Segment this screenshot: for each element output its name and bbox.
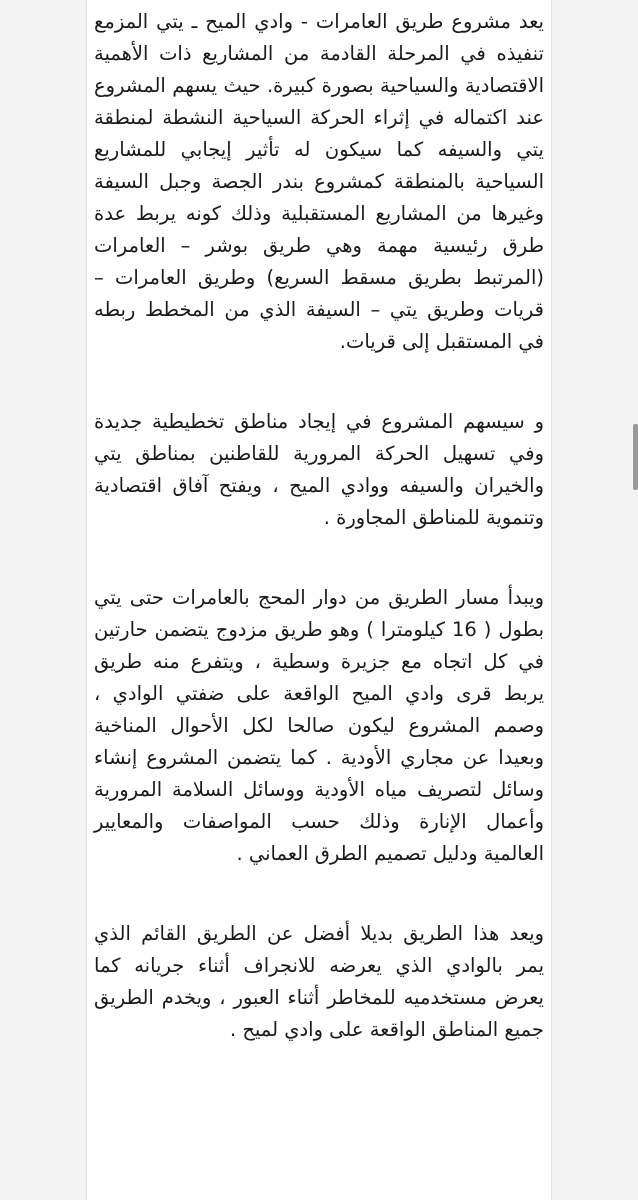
scrollbar-thumb[interactable] — [633, 424, 638, 490]
article-body — [94, 6, 544, 1094]
paragraph-4: ويعد هذا الطريق بديلا أفضل عن الطريق القائم الذي يمر بالوادي الذي يعرضه للانجراف أثناء جريانه كما يعرض مستخدميه للمخاطر أثناء العبور ، ويخدم الطريق جميع المناطق الواقعة على وادي لميح . — [94, 922, 544, 1041]
paragraph-2: و سيسهم المشروع في إيجاد مناطق تخطيطية جديدة وفي تسهيل الحركة المرورية للقاطنين بمناطق يتي والخيران والسيفه ووادي الميح ، ويفتح آفاق اقتصادية وتنموية للمناطق المجاورة . — [94, 410, 544, 529]
paragraph-1: يعد مشروع طريق العامرات - وادي الميح ـ يتي المزمع تنفيذه في المرحلة القادمة من المشاريع ذات الأهمية الاقتصادية والسياحية بصورة كبيرة. حيث يسهم المشروع عند اكتماله في إثراء الحركة السياحية النشطة لمنطقة يتي والسيفه كما سيكون له تأثير إيجابي للمشاريع السياحية بالمنطقة كمشروع بندر الجصة وجبل السيفة وغيرها من المشاريع المستقبلية وذلك كونه يربط عدة طرق رئيسية مهمة وهي طريق بوشر – العامرات (المرتبط بطريق مسقط السريع) وطريق العامرات – قريات وطريق يتي – السيفة الذي من المخطط ربطه في المستقبل إلى قريات. — [94, 10, 544, 353]
paragraph-3: ويبدأ مسار الطريق من دوار المحج بالعامرات حتى يتي بطول ( 16 كيلومترا ) وهو طريق مزدوج يتضمن حارتين في كل اتجاه مع جزيرة وسطية ، ويتفرع منه طريق يربط قرى وادي الميح الواقعة على ضفتي الوادي ، وصمم المشروع ليكون صالحا لكل الأحوال المناخية وبعيدا عن مجاري الأودية . كما يتضمن المشروع إنشاء وسائل لتصريف مياه الأودية ووسائل السلامة المرورية وأعمال الإنارة وذلك حسب المواصفات والمعايير العالمية ودليل تصميم الطرق العماني . — [94, 586, 544, 865]
